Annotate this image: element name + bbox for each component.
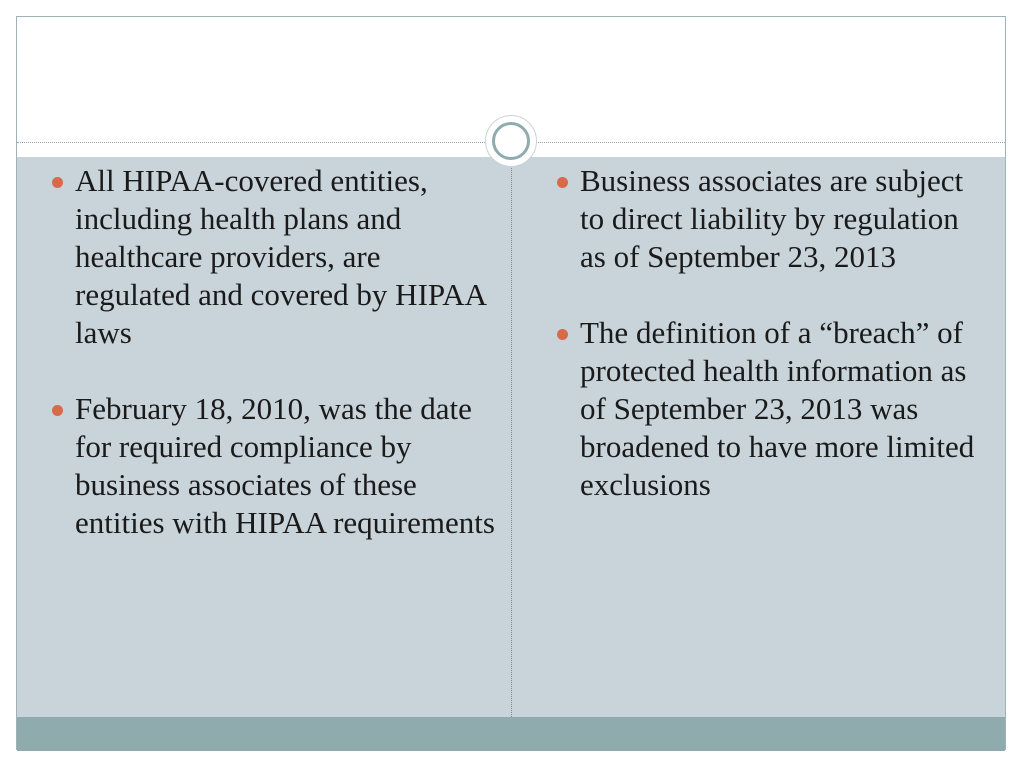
list-item (552, 162, 992, 276)
list-item (47, 162, 497, 352)
ring-ornament-icon (485, 115, 537, 167)
left-column-list (47, 162, 497, 580)
ring-ornament-inner (492, 122, 530, 160)
circle-bullet-icon (52, 405, 63, 416)
list-item (552, 314, 992, 504)
right-column-list (552, 162, 992, 542)
list-item (47, 390, 497, 542)
slide (16, 16, 1006, 750)
bullet-text: The definition of a “breach” of protected health information as of September 23, 2013 was broadened to have more limited exclusions (580, 315, 975, 502)
bullet-text: Business associates are subject to direct liability by regulation as of September 23, 2013 (580, 163, 964, 274)
circle-bullet-icon (52, 177, 63, 188)
circle-bullet-icon (557, 177, 568, 188)
circle-bullet-icon (557, 329, 568, 340)
footer-band (17, 717, 1005, 751)
column-divider (511, 157, 512, 717)
bullet-text: February 18, 2010, was the date for required compliance by business associates of these entities with HIPAA requirements (75, 391, 495, 540)
bullet-text: All HIPAA-covered entities, including health plans and healthcare providers, are regulated and covered by HIPAA laws (75, 163, 486, 350)
